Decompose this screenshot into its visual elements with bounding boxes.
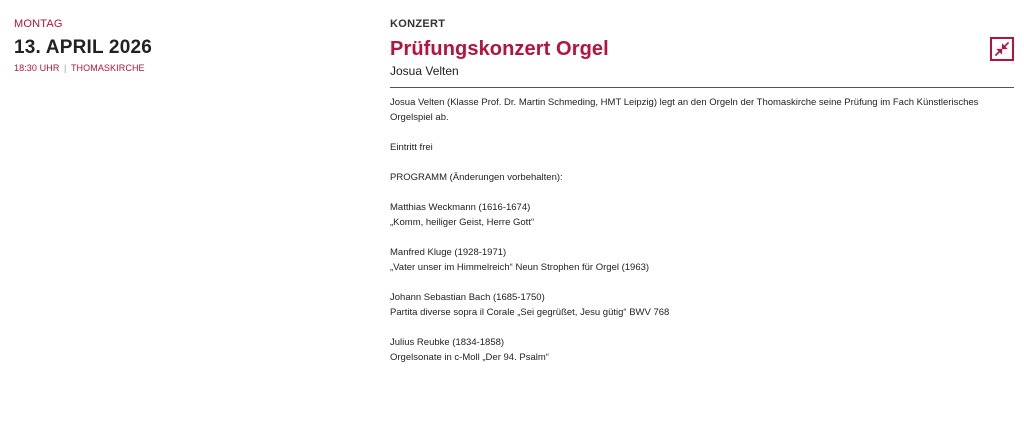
event-date: 13. APRIL 2026 (14, 37, 152, 58)
program-composer: Julius Reubke (1834-1858) (390, 337, 505, 348)
collapse-arrows-icon (994, 41, 1010, 57)
description-intro: Josua Velten (Klasse Prof. Dr. Martin Schmeding, HMT Leipzig) legt an den Orgeln der Thomaskirche seine Prüfung im Fach Künstlerisches Orgelspiel ab. (390, 97, 979, 123)
event-date-column (14, 18, 234, 74)
program-work: Partita diverse sopra il Corale „Sei gegrüßet, Jesu gütig“ BWV 768 (390, 307, 670, 318)
program-work: „Komm, heiliger Geist, Herre Gott“ (390, 217, 535, 228)
event-weekday: MONTAG (14, 18, 63, 30)
event-detail-column (390, 18, 1014, 380)
event-time: 18:30 UHR (14, 63, 60, 73)
program-composer: Johann Sebastian Bach (1685-1750) (390, 292, 545, 303)
admission-info: Eintritt frei (390, 142, 433, 153)
program-composer: Manfred Kluge (1928-1971) (390, 247, 507, 258)
collapse-button[interactable] (990, 37, 1014, 61)
program-composer: Matthias Weckmann (1616-1674) (390, 202, 531, 213)
event-description (390, 95, 1014, 365)
event-time-venue (14, 63, 234, 74)
event-title: Prüfungskonzert Orgel (390, 38, 609, 60)
program-work: „Vater unser im Himmelreich“ Neun Strophen für Orgel (1963) (390, 262, 650, 273)
title-divider (390, 87, 1014, 88)
program-item (390, 200, 1014, 230)
event-performer: Josua Velten (390, 64, 459, 78)
time-venue-separator: | (64, 63, 67, 73)
program-item (390, 335, 1014, 365)
program-work: Orgelsonate in c-Moll „Der 94. Psalm“ (390, 352, 549, 363)
program-item (390, 245, 1014, 275)
program-item (390, 290, 1014, 320)
event-venue: THOMASKIRCHE (70, 63, 145, 73)
program-heading: PROGRAMM (Änderungen vorbehalten): (390, 172, 563, 183)
event-title-row (390, 37, 1014, 61)
event-category: KONZERT (390, 18, 446, 30)
